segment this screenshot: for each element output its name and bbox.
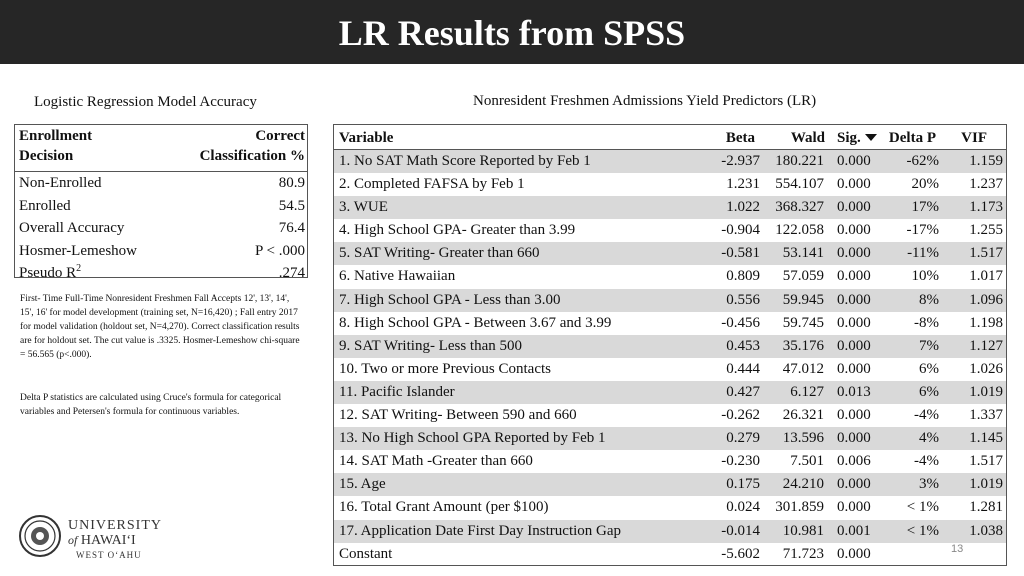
table-row xyxy=(15,217,307,240)
header-enrollment: Enrollment xyxy=(19,128,93,144)
header-decision: Decision xyxy=(19,148,74,164)
vif-cell: 1.517 xyxy=(969,245,1003,262)
sig-cell: 0.000 xyxy=(837,222,871,239)
table-row xyxy=(334,265,1006,288)
delta-p-cell: -11% xyxy=(907,245,939,262)
sig-cell: 0.000 xyxy=(837,245,871,262)
beta-cell: 0.024 xyxy=(726,499,760,516)
variable-cell: 1. No SAT Math Score Reported by Feb 1 xyxy=(339,153,591,169)
variable-cell: 15. Age xyxy=(339,476,386,493)
table-row xyxy=(334,381,1006,404)
vif-cell: 1.038 xyxy=(969,522,1003,539)
logo-university: UNIVERSITY xyxy=(68,518,162,533)
table-row xyxy=(334,335,1006,358)
sig-cell: 0.000 xyxy=(837,314,871,331)
table-row xyxy=(334,219,1006,242)
header-wald: Wald xyxy=(790,130,825,146)
vif-cell: 1.096 xyxy=(969,291,1003,308)
vif-cell: 1.237 xyxy=(969,176,1003,193)
wald-cell: 59.745 xyxy=(782,314,824,331)
wald-cell: 6.127 xyxy=(790,383,824,400)
wald-cell: 301.859 xyxy=(775,499,824,516)
predictors-table xyxy=(333,124,1007,566)
delta-p-cell: 10% xyxy=(911,268,939,285)
variable-cell: 14. SAT Math -Greater than 660 xyxy=(339,453,533,470)
wald-cell: 368.327 xyxy=(775,199,824,216)
sig-cell: 0.000 xyxy=(837,199,871,216)
table-row xyxy=(334,242,1006,265)
variable-cell: 13. No High School GPA Reported by Feb 1 xyxy=(339,430,606,447)
wald-cell: 7.501 xyxy=(790,453,824,470)
header-variable: Variable xyxy=(339,130,394,146)
table-row xyxy=(334,427,1006,450)
delta-p-cell: 8% xyxy=(919,291,939,308)
wald-cell: 35.176 xyxy=(782,337,824,354)
sig-cell: 0.000 xyxy=(837,430,871,447)
page-number: 13 xyxy=(951,543,964,555)
university-seal-icon xyxy=(18,514,62,558)
variable-cell: 6. Native Hawaiian xyxy=(339,268,456,285)
variable-cell: 11. Pacific Islander xyxy=(339,383,455,400)
header-beta: Beta xyxy=(725,130,755,146)
row-label: Non-Enrolled xyxy=(19,175,102,191)
delta-p-cell: 6% xyxy=(919,360,939,377)
vif-cell: 1.019 xyxy=(969,476,1003,493)
delta-p-cell: 6% xyxy=(919,383,939,400)
delta-p-cell: 17% xyxy=(911,199,939,216)
sig-cell: 0.000 xyxy=(837,176,871,193)
delta-p-cell: 20% xyxy=(911,176,939,193)
row-label: Hosmer-Lemeshow xyxy=(19,242,138,259)
row-label: Enrolled xyxy=(19,197,71,214)
variable-cell: 7. High School GPA - Less than 3.00 xyxy=(339,291,561,308)
row-value: 80.9 xyxy=(278,175,305,191)
table-row xyxy=(334,473,1006,496)
header-sig-label: Sig. xyxy=(837,130,861,146)
variable-cell: Constant xyxy=(339,545,393,562)
method-note: First- Time Full-Time Nonresident Freshmen Fall Accepts 12', 13', 14', 15', 16' for model development (training set, N=16,420) ; Fall entry 2017 for model validation (holdout set, N=4,270). Correct classification results are for holdout set. The cut value is .3325. Hosmer-Lemeshow chi-square = 56.565 (p<.000). xyxy=(20,294,300,360)
row-value: 76.4 xyxy=(278,220,305,236)
header-correct: Correct xyxy=(255,128,305,144)
table-row xyxy=(334,358,1006,381)
variable-cell: 2. Completed FAFSA by Feb 1 xyxy=(339,176,525,193)
beta-cell: -0.904 xyxy=(721,222,760,239)
logo-hawaii xyxy=(68,533,136,549)
header-classification: Classification % xyxy=(199,148,305,164)
wald-cell: 24.210 xyxy=(782,476,824,493)
row-value: 54.5 xyxy=(278,197,305,214)
accuracy-table-header xyxy=(15,125,307,172)
variable-cell: 17. Application Date First Day Instruction Gap xyxy=(339,522,622,539)
wald-cell: 180.221 xyxy=(775,153,824,169)
vif-cell: 1.159 xyxy=(969,153,1003,169)
delta-p-cell: 7% xyxy=(919,337,939,354)
predictors-header-row xyxy=(334,125,1006,150)
beta-cell: 0.427 xyxy=(726,383,760,400)
slide-title: LR Results from SPSS xyxy=(338,13,686,53)
logo-hawaii-text: HAWAI‘I xyxy=(80,533,136,548)
sig-cell: 0.001 xyxy=(837,522,871,539)
vif-cell: 1.173 xyxy=(969,199,1003,216)
table-row xyxy=(334,496,1006,519)
beta-cell: -0.262 xyxy=(721,407,760,424)
vif-cell: 1.019 xyxy=(969,383,1003,400)
sig-cell: 0.000 xyxy=(837,476,871,493)
beta-cell: -0.014 xyxy=(721,522,760,539)
beta-cell: -0.456 xyxy=(721,314,760,331)
table-row xyxy=(334,289,1006,312)
delta-p-cell: 3% xyxy=(919,476,939,493)
delta-p-cell: 4% xyxy=(919,430,939,447)
delta-p-cell: < 1% xyxy=(906,522,939,539)
predictors-body xyxy=(334,150,1006,566)
logo-west-oahu: WEST O‘AHU xyxy=(76,550,142,560)
sig-cell: 0.000 xyxy=(837,153,871,169)
pseudo-r-label: Pseudo R xyxy=(19,265,77,281)
pseudo-r-superscript: 2 xyxy=(76,263,82,274)
delta-p-cell: -17% xyxy=(906,222,939,239)
beta-cell: 1.022 xyxy=(726,199,760,216)
vif-cell: 1.517 xyxy=(969,453,1003,470)
vif-cell: 1.337 xyxy=(969,407,1003,424)
variable-cell: 16. Total Grant Amount (per $100) xyxy=(339,499,549,516)
beta-cell: 0.444 xyxy=(726,360,760,377)
table-row xyxy=(334,543,1006,566)
vif-cell: 1.145 xyxy=(969,430,1003,447)
sig-cell: 0.000 xyxy=(837,337,871,354)
wald-cell: 122.058 xyxy=(775,222,824,239)
variable-cell: 3. WUE xyxy=(339,199,388,216)
predictors-heading: Nonresident Freshmen Admissions Yield Predictors (LR) xyxy=(473,93,817,109)
table-row xyxy=(334,312,1006,335)
sig-cell: 0.000 xyxy=(837,545,871,562)
row-label xyxy=(19,262,81,284)
delta-p-cell: -4% xyxy=(914,407,939,424)
wald-cell: 554.107 xyxy=(775,176,824,193)
wald-cell: 10.981 xyxy=(782,522,824,539)
table-row xyxy=(334,173,1006,196)
variable-cell: 5. SAT Writing- Greater than 660 xyxy=(339,245,540,262)
wald-cell: 71.723 xyxy=(782,545,824,562)
wald-cell: 57.059 xyxy=(782,268,824,285)
row-value: P < .000 xyxy=(255,242,305,259)
vif-cell: 1.255 xyxy=(969,222,1003,239)
sig-cell: 0.013 xyxy=(837,383,871,400)
beta-cell: 0.453 xyxy=(726,337,760,354)
variable-cell: 10. Two or more Previous Contacts xyxy=(339,360,551,377)
row-value: .274 xyxy=(278,265,305,281)
vif-cell: 1.127 xyxy=(969,337,1003,354)
delta-p-cell: < 1% xyxy=(906,499,939,516)
wald-cell: 53.141 xyxy=(782,245,824,262)
sort-descending-icon[interactable] xyxy=(865,134,877,141)
table-row xyxy=(334,196,1006,219)
table-row xyxy=(334,404,1006,427)
variable-cell: 8. High School GPA - Between 3.67 and 3.99 xyxy=(339,314,612,331)
wald-cell: 13.596 xyxy=(782,430,824,447)
vif-cell: 1.198 xyxy=(969,314,1003,331)
sig-cell: 0.000 xyxy=(837,499,871,516)
beta-cell: 0.279 xyxy=(726,430,760,447)
wald-cell: 26.321 xyxy=(782,407,824,424)
variable-cell: 12. SAT Writing- Between 590 and 660 xyxy=(339,407,577,424)
table-row xyxy=(334,520,1006,543)
accuracy-table xyxy=(14,124,308,281)
beta-cell: 0.809 xyxy=(726,268,760,285)
row-label: Overall Accuracy xyxy=(19,220,125,236)
sig-cell: 0.000 xyxy=(837,291,871,308)
sig-cell: 0.000 xyxy=(837,268,871,285)
variable-cell: 4. High School GPA- Greater than 3.99 xyxy=(339,222,576,239)
delta-p-cell: -62% xyxy=(906,153,939,169)
beta-cell: -5.602 xyxy=(721,545,760,562)
table-row xyxy=(15,262,307,285)
beta-cell: -2.937 xyxy=(721,153,760,169)
beta-cell: -0.230 xyxy=(721,453,760,470)
table-row xyxy=(15,172,307,195)
table-row xyxy=(334,150,1006,173)
beta-cell: -0.581 xyxy=(721,245,760,262)
sig-cell: 0.000 xyxy=(837,407,871,424)
header-vif: VIF xyxy=(961,130,987,146)
accuracy-heading: Logistic Regression Model Accuracy xyxy=(34,94,257,110)
beta-cell: 0.556 xyxy=(726,291,760,308)
delta-p-cell: -4% xyxy=(914,453,939,470)
table-row xyxy=(15,195,307,218)
table-row xyxy=(15,240,307,263)
vif-cell: 1.281 xyxy=(969,499,1003,516)
header-sig xyxy=(837,125,879,151)
beta-cell: 0.175 xyxy=(726,476,760,493)
delta-p-note: Delta P statistics are calculated using Cruce's formula for categorical variables and Petersen's formula for continuous variables. xyxy=(20,393,282,417)
logo-of: of xyxy=(68,533,78,547)
header-delta-p: Delta P xyxy=(888,130,936,146)
wald-cell: 47.012 xyxy=(782,360,824,377)
variable-cell: 9. SAT Writing- Less than 500 xyxy=(339,337,523,354)
sig-cell: 0.006 xyxy=(837,453,871,470)
vif-cell: 1.017 xyxy=(969,268,1003,285)
delta-p-cell: -8% xyxy=(914,314,939,331)
university-logo xyxy=(18,514,162,564)
vif-cell: 1.026 xyxy=(969,360,1003,377)
wald-cell: 59.945 xyxy=(782,291,824,308)
sig-cell: 0.000 xyxy=(837,360,871,377)
beta-cell: 1.231 xyxy=(726,176,760,193)
table-row xyxy=(334,450,1006,473)
